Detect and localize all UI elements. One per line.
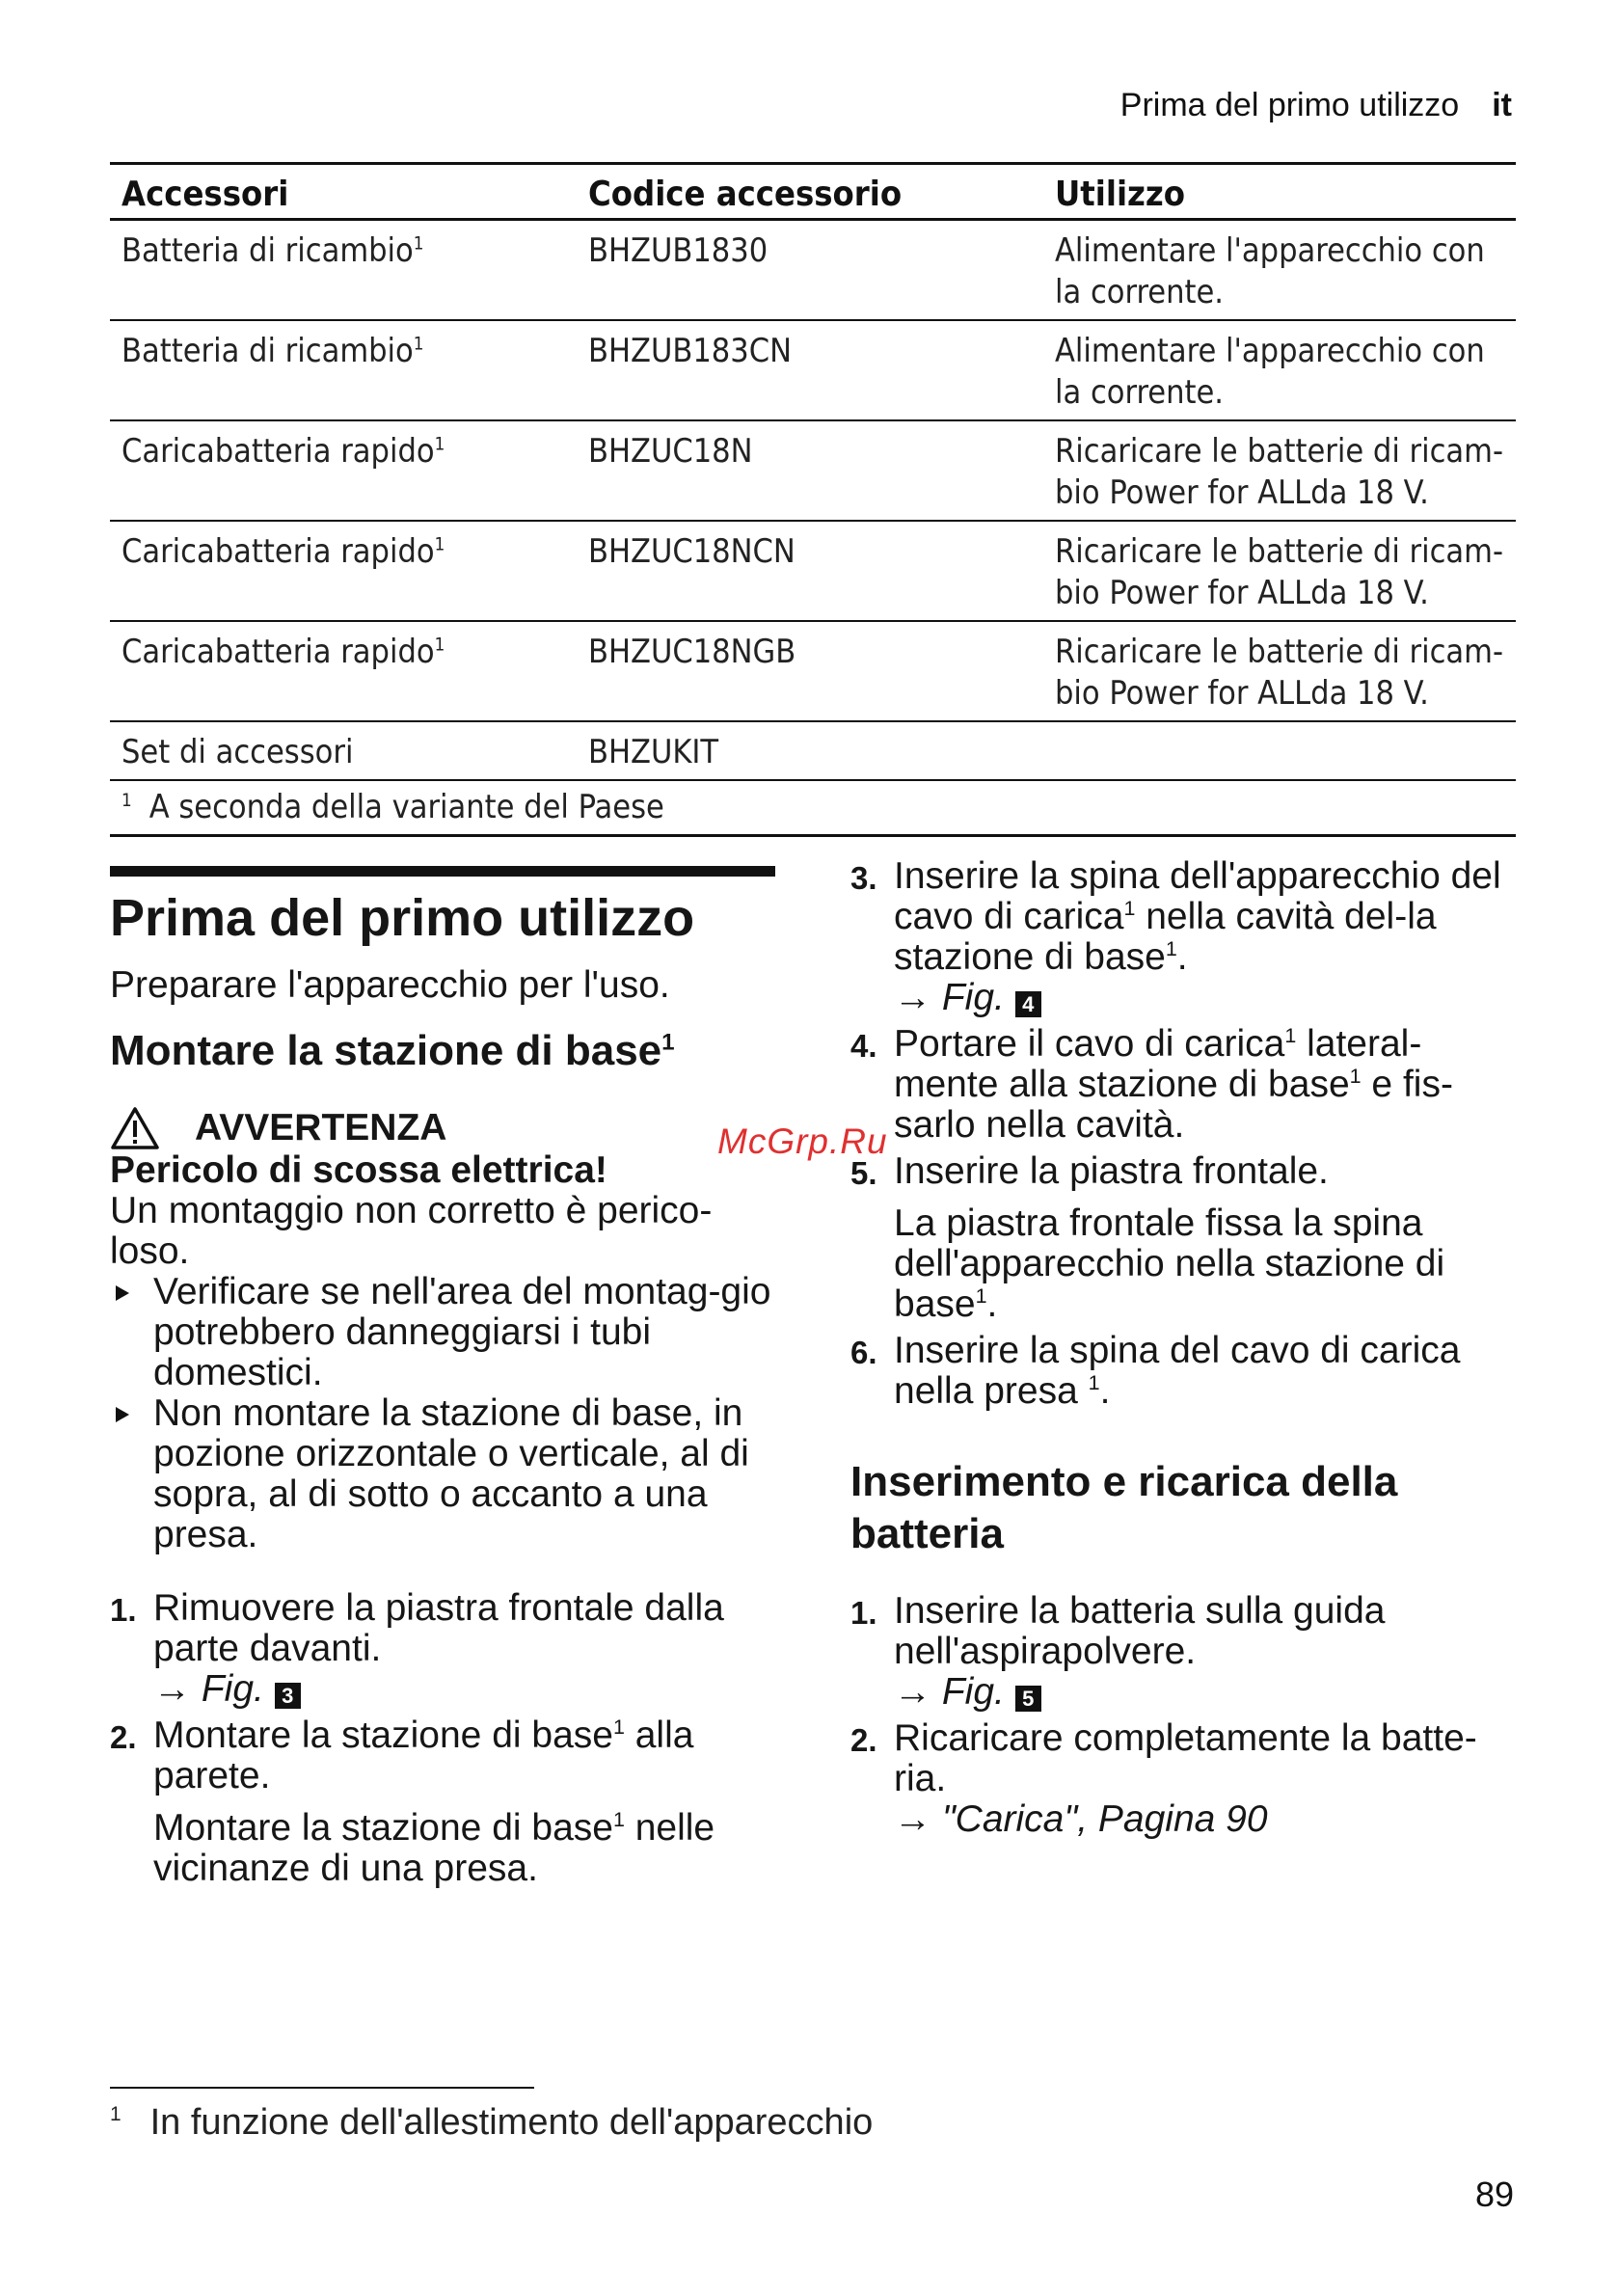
cell-code: BHZUB183CN xyxy=(577,320,1043,420)
list-item: 1. Rimuovere la piastra frontale dalla parte davanti. → Fig. 3 xyxy=(110,1587,724,1710)
list-item: 2. Ricaricare completamente la batte-ria. → "Carica", Pagina 90 xyxy=(850,1717,1477,1840)
cell-use: Alimentare l'apparecchio con la corrente. xyxy=(1043,220,1516,321)
right-column xyxy=(850,856,1525,1846)
list-item: Non montare la stazione di base, in pozione orizzontale o verticale, al di sopra, al di sotto o accanto a una presa. xyxy=(110,1393,775,1555)
left-column xyxy=(110,866,775,1895)
page-cross-reference[interactable]: → "Carica", Pagina 90 xyxy=(894,1798,1268,1840)
footnote: $^1$ In funzione dell'allestimento dell'apparecchio xyxy=(110,2102,874,2143)
step-note: Montare la stazione di base$^1$ nelle vicinanze di una presa. xyxy=(153,1807,715,1889)
battery-steps xyxy=(850,1591,1525,1840)
cell-use: Ricaricare le batterie di ricam-bio Power for ALLda 18 V. xyxy=(1043,521,1516,621)
table-row xyxy=(110,521,1516,621)
cell-use: Alimentare l'apparecchio con la corrente. xyxy=(1043,320,1516,420)
figure-number-box: 4 xyxy=(1015,991,1041,1017)
table-row xyxy=(110,320,1516,420)
header-lang: it xyxy=(1492,87,1512,123)
col-header-codice: Codice accessorio xyxy=(577,164,1043,220)
figure-number-box: 5 xyxy=(1015,1686,1041,1712)
table-row xyxy=(110,220,1516,321)
cell-code: BHZUC18NCN xyxy=(577,521,1043,621)
col-header-accessori: Accessori xyxy=(110,164,577,220)
cell-accessory: Set di accessori xyxy=(110,721,577,780)
list-item: 2. Montare la stazione di base$^1$ alla parete. Montare la stazione di base$^1$ nelle vicinanze di una presa. xyxy=(110,1715,775,1889)
list-item: 3. Inserire la spina dell'apparecchio del cavo di carica$^1$ nella cavità del-la stazione di base$^1$. → Fig. 4 xyxy=(850,855,1501,1018)
warning-subtitle: Pericolo di scossa elettrica! xyxy=(110,1149,607,1191)
accessories-table xyxy=(110,162,1516,837)
col-header-utilizzo: Utilizzo xyxy=(1043,164,1516,220)
bullet-triangle-icon xyxy=(116,1285,129,1301)
figure-number-box: 3 xyxy=(275,1683,301,1709)
cell-code: BHZUKIT xyxy=(577,721,1043,780)
figure-ref: → Fig. 3 xyxy=(153,1668,301,1710)
warning-bullets xyxy=(110,1272,775,1555)
cell-accessory: Batteria di ricambio$^1$ xyxy=(110,320,577,420)
table-note: $^1$ A seconda della variante del Paese xyxy=(110,780,1516,836)
warning-title xyxy=(110,1106,775,1150)
subsection-title-battery: Inserimento e ricarica della batteria xyxy=(850,1458,1398,1557)
table-row xyxy=(110,621,1516,721)
footnote-rule xyxy=(110,2087,534,2089)
running-header xyxy=(1120,87,1512,124)
watermark: McGrp.Ru xyxy=(717,1121,888,1161)
figure-ref: → Fig. 5 xyxy=(894,1671,1041,1713)
table-header-row xyxy=(110,164,1516,220)
subsection-title: Montare la stazione di base$^1$ xyxy=(110,1027,675,1074)
header-section: Prima del primo utilizzo xyxy=(1119,87,1460,123)
mount-steps xyxy=(110,1588,775,1889)
cell-use: Ricaricare le batterie di ricam-bio Power for ALLda 18 V. xyxy=(1043,621,1516,721)
list-item: Verificare se nell'area del montag-gio potrebbero danneggiarsi i tubi domestici. xyxy=(110,1272,775,1393)
table-note-row xyxy=(110,780,1516,836)
mount-steps-continued xyxy=(850,856,1525,1412)
warning-triangle-icon xyxy=(110,1106,160,1150)
cell-accessory: Caricabatteria rapido$^1$ xyxy=(110,621,577,721)
cell-code: BHZUC18N xyxy=(577,420,1043,521)
cell-use xyxy=(1043,721,1516,780)
step-note: La piastra frontale fissa la spina dell'apparecchio nella stazione di base$^1$. xyxy=(894,1202,1445,1325)
list-item: 1. Inserire la batteria sulla guida nell'aspirapolvere. → Fig. 5 xyxy=(850,1590,1386,1713)
section-intro: Preparare l'apparecchio per l'uso. xyxy=(110,964,670,1006)
table-row xyxy=(110,420,1516,521)
cell-accessory: Batteria di ricambio$^1$ xyxy=(110,220,577,321)
warning-label: AVVERTENZA xyxy=(195,1107,447,1148)
figure-ref: → Fig. 4 xyxy=(894,977,1041,1018)
page-number: 89 xyxy=(1474,2174,1514,2214)
bullet-triangle-icon xyxy=(116,1407,129,1422)
cell-use: Ricaricare le batterie di ricam-bio Power for ALLda 18 V. xyxy=(1043,420,1516,521)
table-row xyxy=(110,721,1516,780)
section-title: Prima del primo utilizzo xyxy=(110,889,695,947)
warning-block xyxy=(110,1106,775,1555)
section-rule xyxy=(110,866,775,877)
list-item: 4. Portare il cavo di carica$^1$ lateral-mente alla stazione di base$^1$ e fis-sarlo nella cavità. xyxy=(850,1023,1453,1146)
cell-accessory: Caricabatteria rapido$^1$ xyxy=(110,521,577,621)
list-item: 5. Inserire la piastra frontale. La piastra frontale fissa la spina dell'apparecchio nella stazione di base$^1$. xyxy=(850,1151,1525,1325)
cell-code: BHZUB1830 xyxy=(577,220,1043,321)
cell-code: BHZUC18NGB xyxy=(577,621,1043,721)
list-item: 6. Inserire la spina del cavo di carica nella presa $^1$. xyxy=(850,1330,1461,1412)
warning-text: Un montaggio non corretto è perico-loso. xyxy=(110,1190,713,1272)
cell-accessory: Caricabatteria rapido$^1$ xyxy=(110,420,577,521)
